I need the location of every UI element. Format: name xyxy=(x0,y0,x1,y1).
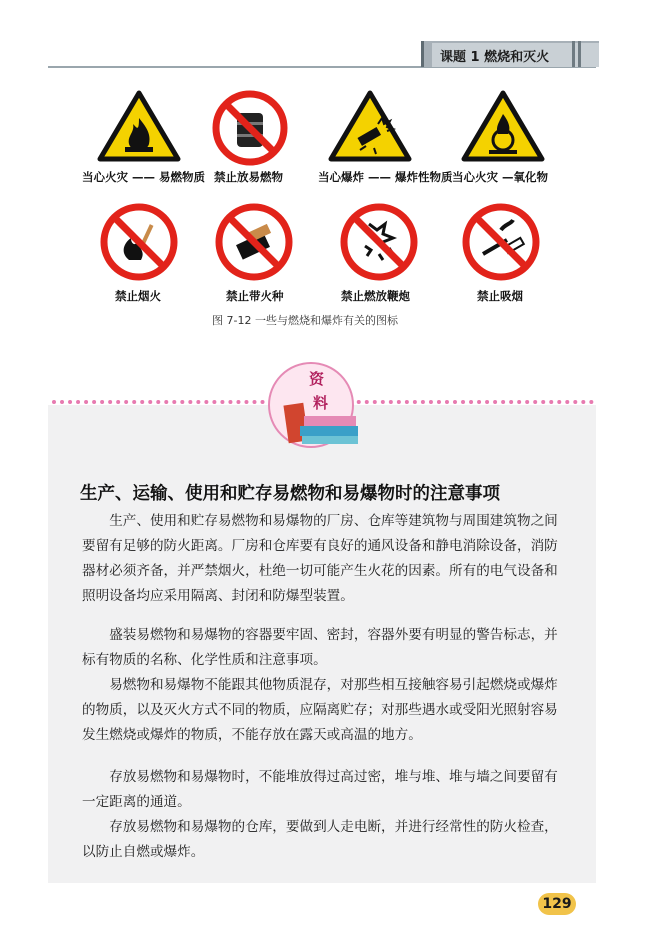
flammable-warning-icon xyxy=(97,90,181,162)
sign-label: 禁止吸烟 xyxy=(477,289,523,303)
sign-label: 禁止烟火 xyxy=(115,289,161,303)
sign-label: 禁止放易燃物 xyxy=(214,170,283,184)
page-number: 129 xyxy=(538,893,576,915)
paragraph: 易燃物和易爆物不能跟其他物质混存，对那些相互接触容易引起燃烧或爆炸的物质，以及灭火方式不同的物质，应隔离贮存；对那些遇水或受阳光照射容易发生燃烧或爆炸的物质，不能存放在露天或高温的地方。 xyxy=(82,677,558,743)
sign-label: 禁止带火种 xyxy=(226,289,284,303)
section-title: 生产、运输、使用和贮存易燃物和易爆物时的注意事项 xyxy=(80,484,500,504)
figure-caption: 图 7-12 一些与燃烧和爆炸有关的图标 xyxy=(212,314,398,327)
no-flammables-icon xyxy=(211,89,289,167)
badge-label: 资 xyxy=(309,370,325,388)
no-smoking-icon xyxy=(461,202,541,282)
sign-label: 当心爆炸 —— 爆炸性物质 xyxy=(318,170,453,184)
explosive-warning-icon xyxy=(328,90,412,162)
paragraph: 生产、使用和贮存易燃物和易爆物的厂房、仓库等建筑物与周围建筑物之间要留有足够的防火距离。厂房和仓库要有良好的通风设备和静电消除设备，消防器材必须齐备，并严禁烟火，杜绝一切可能产生火花的因素。所有的电气设备和照明设备均应采用隔离、封闭和防爆型装置。 xyxy=(82,513,558,604)
sign-label: 当心火灾 —— 易燃物质 xyxy=(82,170,206,184)
badge-label: 料 xyxy=(313,394,329,412)
oxidizer-warning-icon xyxy=(461,90,545,162)
sign-label: 禁止燃放鞭炮 xyxy=(341,289,410,303)
no-matches-icon xyxy=(214,202,294,282)
paragraph: 存放易燃物和易爆物时，不能堆放得过高过密，堆与堆、堆与墙之间要留有一定距离的通道。 xyxy=(82,769,558,810)
chapter-title: 课题 1 燃烧和灭火 xyxy=(440,50,550,65)
no-fire-icon xyxy=(99,202,179,282)
paragraph: 存放易燃物和易爆物的仓库，要做到人走电断，并进行经常性的防火检查，以防止自燃或爆炸。 xyxy=(82,819,558,860)
no-firecrackers-icon xyxy=(339,202,419,282)
sign-label: 当心火灾 —氧化物 xyxy=(452,170,549,184)
paragraph: 盛装易燃物和易爆物的容器要牢固、密封，容器外要有明显的警告标志，并标有物质的名称、化学性质和注意事项。 xyxy=(82,627,558,668)
